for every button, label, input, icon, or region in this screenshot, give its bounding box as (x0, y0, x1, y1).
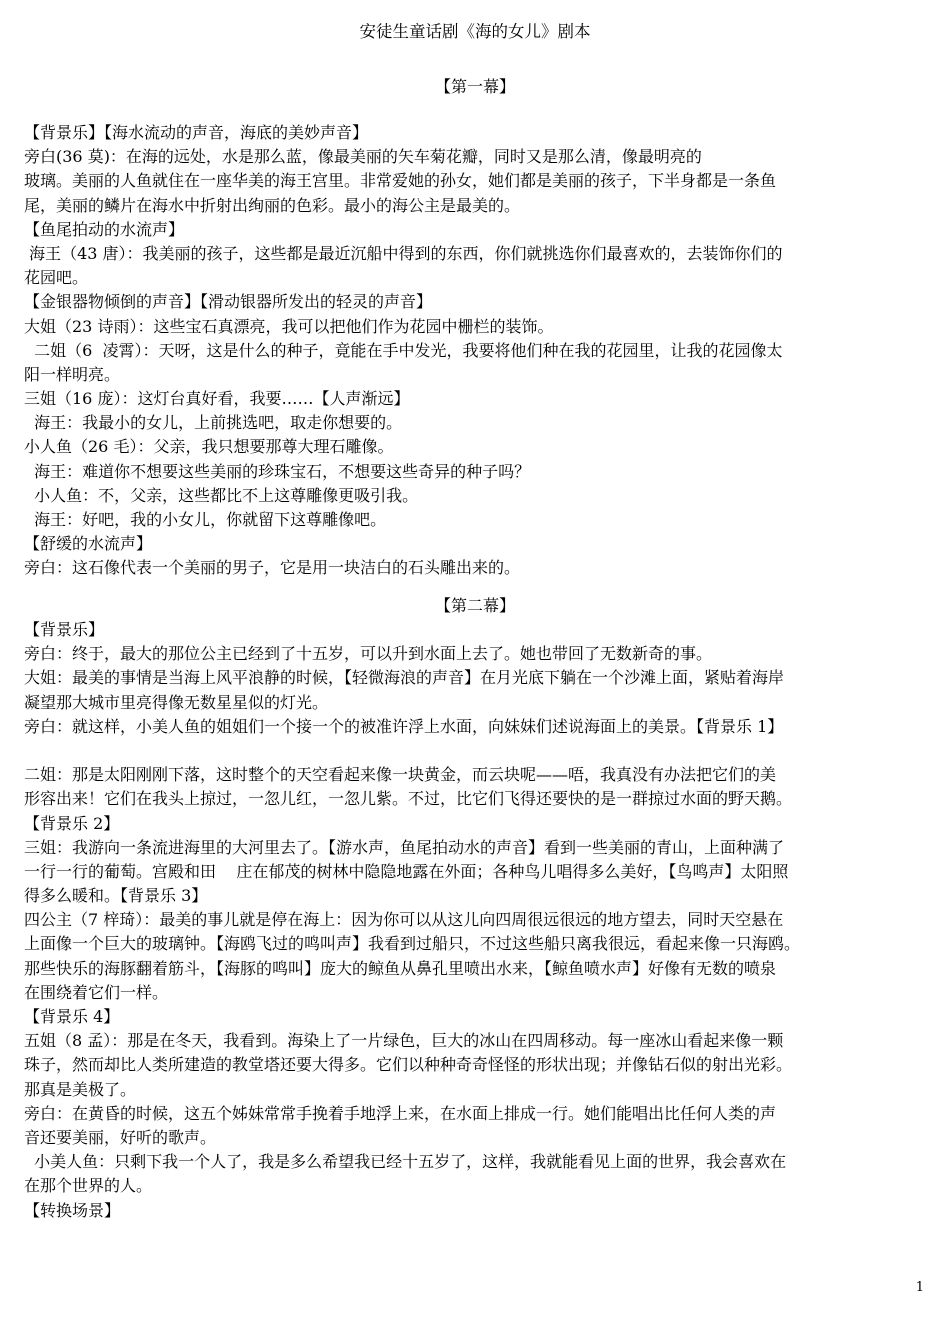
script-line: 小人鱼（26 毛）：父亲，我只想要那尊大理石雕像。 (24, 437, 394, 457)
script-line: 花园吧。 (24, 268, 89, 288)
script-line: 【金银器物倾倒的声音】【滑动银器所发出的轻灵的声音】 (24, 292, 433, 312)
script-line: 珠子，然而却比人类所建造的教堂塔还要大得多。它们以种种奇奇怪怪的形状出现；并像钻石似的射出光彩。 (24, 1055, 793, 1075)
script-line: 【转换场景】 (24, 1200, 121, 1220)
script-line: 旁白：在黄昏的时候，这五个姊妹常常手挽着手地浮上来，在水面上排成一行。她们能唱出比任何人类的声 (24, 1103, 777, 1123)
script-line: 玻璃。美丽的人鱼就住在一座华美的海王宫里。非常爱她的孙女，她们都是美丽的孩子，下半身都是一条鱼 (24, 171, 777, 191)
script-line: 尾，美丽的鳞片在海水中折射出绚丽的色彩。最小的海公主是最美的。 (24, 195, 521, 215)
act2-text (24, 618, 934, 1223)
script-line: 三姐（16 庞）：这灯台真好看，我要……【人声渐远】 (24, 389, 410, 409)
script-line: 形容出来！它们在我头上掠过，一忽儿红，一忽儿紫。不过，比它们飞得还要快的是一群掠过水面的野天鹅。 (24, 789, 793, 809)
script-line: 小人鱼：不，父亲，这些都比不上这尊雕像更吸引我。 (24, 485, 419, 505)
script-line: 阳一样明亮。 (24, 364, 121, 384)
script-line: 上面像一个巨大的玻璃钟。【海鸥飞过的鸣叫声】我看到过船只，不过这些船只离我很远，看起来像一只海鸥。 (24, 934, 801, 954)
page-number: 1 (915, 1280, 924, 1295)
script-line: 【背景乐】 (24, 620, 105, 639)
script-line: 旁白：就这样，小美人鱼的姐姐们一个接一个的被准许浮上水面，向妹妹们述说海面上的美景。【背景乐 1】 (24, 716, 784, 736)
script-line: 旁白：这石像代表一个美丽的男子，它是用一块洁白的石头雕出来的。 (24, 558, 521, 578)
script-line (24, 739, 934, 763)
script-line: 得多么暖和。【背景乐 3】 (24, 886, 208, 906)
script-line: 小美人鱼：只剩下我一个人了，我是多么希望我已经十五岁了，这样，我就能看见上面的世界，我会喜欢在 (24, 1152, 787, 1172)
script-line: 【背景乐】【海水流动的声音，海底的美妙声音】 (24, 123, 369, 142)
script-line: 音还要美丽，好听的歌声。 (24, 1127, 217, 1147)
script-line: 海王（43 唐）：我美丽的孩子，这些都是最近沉船中得到的东西，你们就挑选你们最喜欢的，去装饰你们的 (24, 243, 783, 263)
script-line: 大姐：最美的事情是当海上风平浪静的时候，【轻微海浪的声音】在月光底下躺在一个沙滩上面，紧贴着海岸 (24, 668, 785, 688)
script-line: 那些快乐的海豚翻着筋斗，【海豚的鸣叫】庞大的鲸鱼从鼻孔里喷出水来，【鲸鱼喷水声】好像有无数的喷泉 (24, 958, 777, 978)
script-line: 凝望那大城市里亮得像无数星星似的灯光。 (24, 692, 329, 712)
act1-text (24, 121, 934, 581)
document-title: 安徒生童话剧《海的女儿》剧本 (359, 22, 591, 41)
script-line: 【鱼尾拍动的水流声】 (24, 219, 185, 239)
script-line: 海王：我最小的女儿，上前挑选吧，取走你想要的。 (24, 413, 403, 433)
script-line: 【背景乐 4】 (24, 1007, 120, 1026)
script-line: 海王：难道你不想要这些美丽的珍珠宝石，不想要这些奇异的种子吗？ (24, 461, 531, 481)
script-line: 【背景乐 2】 (24, 813, 120, 833)
script-line: 大姐（23 诗雨）：这些宝石真漂亮，我可以把他们作为花园中栅栏的装饰。 (24, 316, 554, 336)
script-line: 二姐（6 凌霄）：天呀，这是什么的种子，竟能在手中发光，我要将他们种在我的花园里，让我的花园像太 (24, 340, 783, 360)
script-line: 一行一行的葡萄。宫殿和田 庄在郁茂的树林中隐隐地露在外面；各种鸟儿唱得多么美好，【鸟鸣声】太阳照 (24, 861, 789, 881)
script-line: 【舒缓的水流声】 (24, 534, 153, 554)
script-line: 五姐（8 孟）：那是在冬天，我看到。海染上了一片绿色，巨大的冰山在四周移动。每一座冰山看起来像一颗 (24, 1031, 784, 1051)
act1-heading: 【第一幕】 (434, 77, 515, 96)
script-line: 那真是美极了。 (24, 1079, 137, 1099)
script-line: 三姐：我游向一条流进海里的大河里去了。【游水声，鱼尾拍动水的声音】看到一些美丽的青山，上面种满了 (24, 837, 785, 857)
script-line: 在围绕着它们一样。 (24, 982, 169, 1002)
script-line: 二姐：那是太阳刚刚下落，这时整个的天空看起来像一块黄金，而云块呢——唔，我真没有办法把它们的美 (24, 765, 777, 785)
script-line: 旁白(36 莫)：在海的远处，水是那么蓝，像最美丽的矢车菊花瓣，同时又是那么清，像最明亮的 (24, 147, 702, 167)
act2-heading: 【第二幕】 (434, 596, 515, 615)
script-line: 海王：好吧，我的小女儿，你就留下这尊雕像吧。 (24, 510, 387, 529)
script-line: 在那个世界的人。 (24, 1176, 153, 1196)
script-line: 四公主（7 梓琦）：最美的事儿就是停在海上：因为你可以从这儿向四周很远很远的地方望去，同时天空悬在 (24, 910, 784, 930)
script-line: 旁白：终于，最大的那位公主已经到了十五岁，可以升到水面上去了。她也带回了无数新奇的事。 (24, 644, 713, 664)
